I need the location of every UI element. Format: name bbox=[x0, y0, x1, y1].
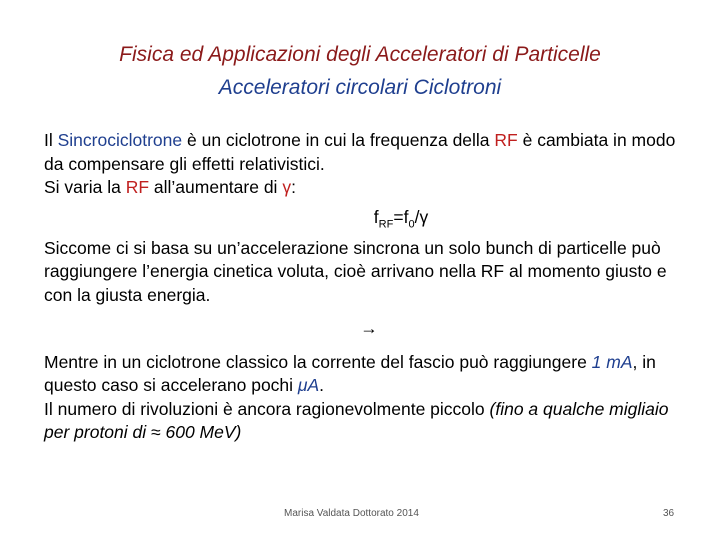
footer-author: Marisa Valdata Dottorato 2014 bbox=[284, 508, 419, 519]
paragraph-revolutions-note: (fino a qualche migliaio per protoni di ≈ 600 MeV) bbox=[44, 398, 669, 442]
formula-slash: / bbox=[414, 206, 420, 227]
value-1ma: 1 mA bbox=[591, 351, 633, 372]
paragraph-current bbox=[44, 351, 694, 398]
gamma-symbol: γ bbox=[282, 177, 292, 197]
slide-title bbox=[0, 38, 720, 104]
formula-eq: =f bbox=[393, 206, 409, 227]
paragraph-definition bbox=[44, 129, 694, 176]
formula-f: f bbox=[373, 206, 379, 227]
text-span: è cambiata in modo da compensare gli effetti relativistici. bbox=[44, 130, 676, 174]
formula-sub-0: 0 bbox=[408, 218, 415, 230]
formula-gamma: γ bbox=[419, 206, 429, 227]
text-span: Mentre in un ciclotrone classico la corrente del fascio può raggiungere bbox=[44, 351, 592, 372]
slide-body bbox=[44, 129, 694, 445]
paragraph-revolutions bbox=[44, 398, 694, 445]
formula-sub-rf: RF bbox=[378, 218, 394, 230]
term-rf: RF bbox=[494, 130, 518, 150]
slide-title-line1: Fisica ed Applicazioni degli Acceleratori di Particelle bbox=[119, 43, 601, 66]
slide-title-line2: Acceleratori circolari Ciclotroni bbox=[218, 76, 502, 99]
term-rf: RF bbox=[125, 177, 150, 197]
paragraph-rf-variation bbox=[44, 176, 694, 200]
text-span: : bbox=[291, 177, 296, 197]
text-span: , in questo caso si accelerano pochi bbox=[44, 351, 656, 395]
value-microamp: μA bbox=[297, 375, 320, 395]
formula-frf bbox=[44, 206, 694, 237]
arrow-icon: → bbox=[360, 318, 378, 338]
text-span: è un ciclotrone in cui la frequenza della bbox=[182, 130, 495, 150]
text-span: Il numero di rivoluzioni è ancora ragionevolmente piccolo bbox=[44, 398, 490, 419]
term-sincrociclotrone: Sincrociclotrone bbox=[57, 130, 183, 150]
text-span: Si varia la bbox=[44, 177, 126, 197]
page-number: 36 bbox=[663, 508, 675, 519]
text-span: Il bbox=[44, 130, 58, 150]
text-span: all’aumentare di bbox=[149, 177, 283, 197]
paragraph-synchronous: Siccome ci si basa su un’accelerazione sincrona un solo bunch di particelle può raggiungere l’energia cinetica voluta, cioè arrivano nella RF al momento giusto e con la giusta energia. bbox=[44, 237, 667, 305]
text-span: . bbox=[319, 375, 325, 395]
